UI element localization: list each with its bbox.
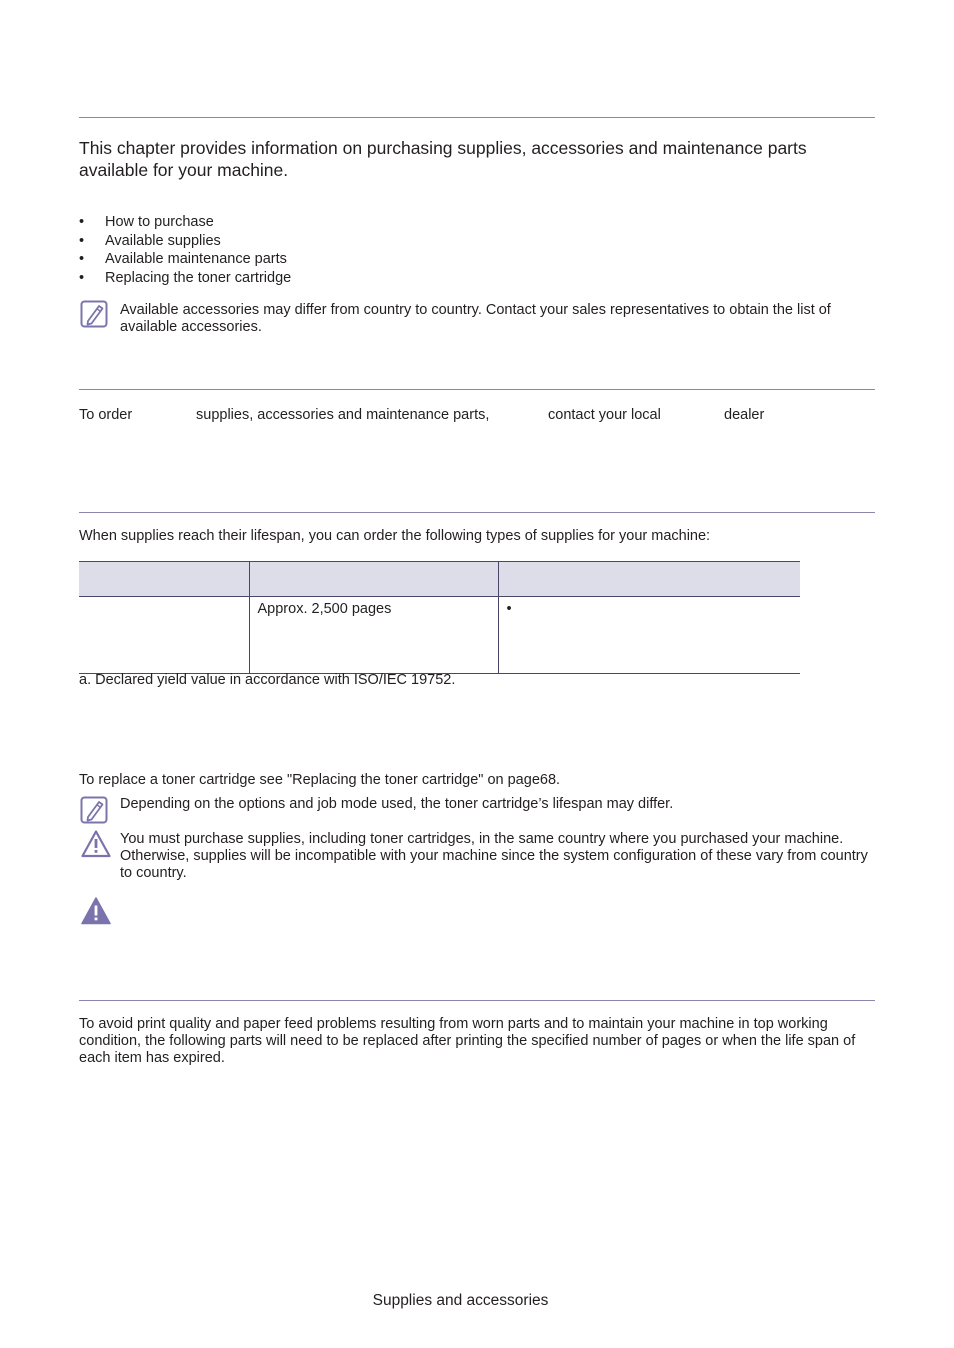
caution-outline-icon	[80, 829, 112, 859]
list-item[interactable]	[79, 213, 291, 232]
note-accessories: Available accessories may differ from country to country. Contact your sales representatives to obtain the list of available accessories.	[120, 302, 831, 335]
supplies-intro: When supplies reach their lifespan, you can order the following types of supplies for your machine:	[79, 528, 711, 544]
replace-reference-text: To replace a toner cartridge see "Replacing the toner cartridge" on page	[79, 772, 540, 788]
table-cell-yield: Approx. 2,500 pages	[249, 597, 498, 674]
bullet: •	[79, 270, 85, 287]
list-item-label: How to purchase	[105, 214, 214, 230]
page-footer: Supplies and accessories	[372, 1292, 549, 1309]
bullet: •	[79, 214, 85, 230]
section-rule-maintenance	[79, 1000, 875, 1001]
table-header	[249, 562, 498, 597]
list-item-label: Available supplies	[105, 232, 221, 249]
list-item-label: Available maintenance parts	[105, 251, 287, 268]
purchase-text-3: contact your local	[548, 407, 661, 423]
bullet: •	[79, 251, 85, 268]
note-lifespan: Depending on the options and job mode used, the toner cartridge’s lifespan may differ.	[120, 796, 674, 812]
table-header	[498, 562, 800, 597]
purchase-text-1: To order	[79, 407, 133, 423]
chapter-contents-list	[79, 213, 291, 288]
table-cell-model: •	[498, 597, 800, 674]
section-rule-supplies	[79, 512, 875, 513]
note-icon	[80, 300, 110, 330]
caution-country: You must purchase supplies, including toner cartridges, in the same country where you purchased your machine. Otherwise, supplies will be incompatible with your machine since the system configuration of these vary from country to country.	[120, 831, 868, 881]
purchase-text-2: supplies, accessories and maintenance parts,	[196, 407, 490, 423]
bullet: •	[79, 232, 85, 249]
chapter-intro: This chapter provides information on purchasing supplies, accessories and maintenance parts available for your machine.	[79, 138, 807, 180]
table-header-row	[79, 562, 800, 597]
warning-filled-icon	[80, 896, 112, 926]
table-header	[79, 562, 249, 597]
list-item[interactable]	[79, 269, 291, 288]
purchase-text-4: dealer	[724, 407, 765, 423]
note-icon	[80, 796, 110, 826]
table-footnote: a. Declared yield value in accordance with ISO/IEC 19752.	[79, 672, 456, 688]
supplies-table	[79, 561, 800, 674]
top-rule	[79, 117, 875, 118]
list-item[interactable]	[79, 232, 291, 251]
list-item-label: Replacing the toner cartridge	[105, 270, 292, 287]
replace-reference-end: .	[556, 772, 561, 788]
replace-page-link[interactable]: 68	[539, 772, 557, 788]
replace-reference	[79, 772, 560, 789]
section-rule-purchase	[79, 389, 875, 390]
table-row	[79, 597, 800, 674]
maintenance-text: To avoid print quality and paper feed problems resulting from worn parts and to maintain your machine in top working condition, the following parts will need to be replaced after printing the specified number of pages or when the life span of each item has expired.	[79, 1016, 856, 1066]
table-cell-supply	[79, 597, 249, 674]
list-item[interactable]	[79, 250, 291, 269]
